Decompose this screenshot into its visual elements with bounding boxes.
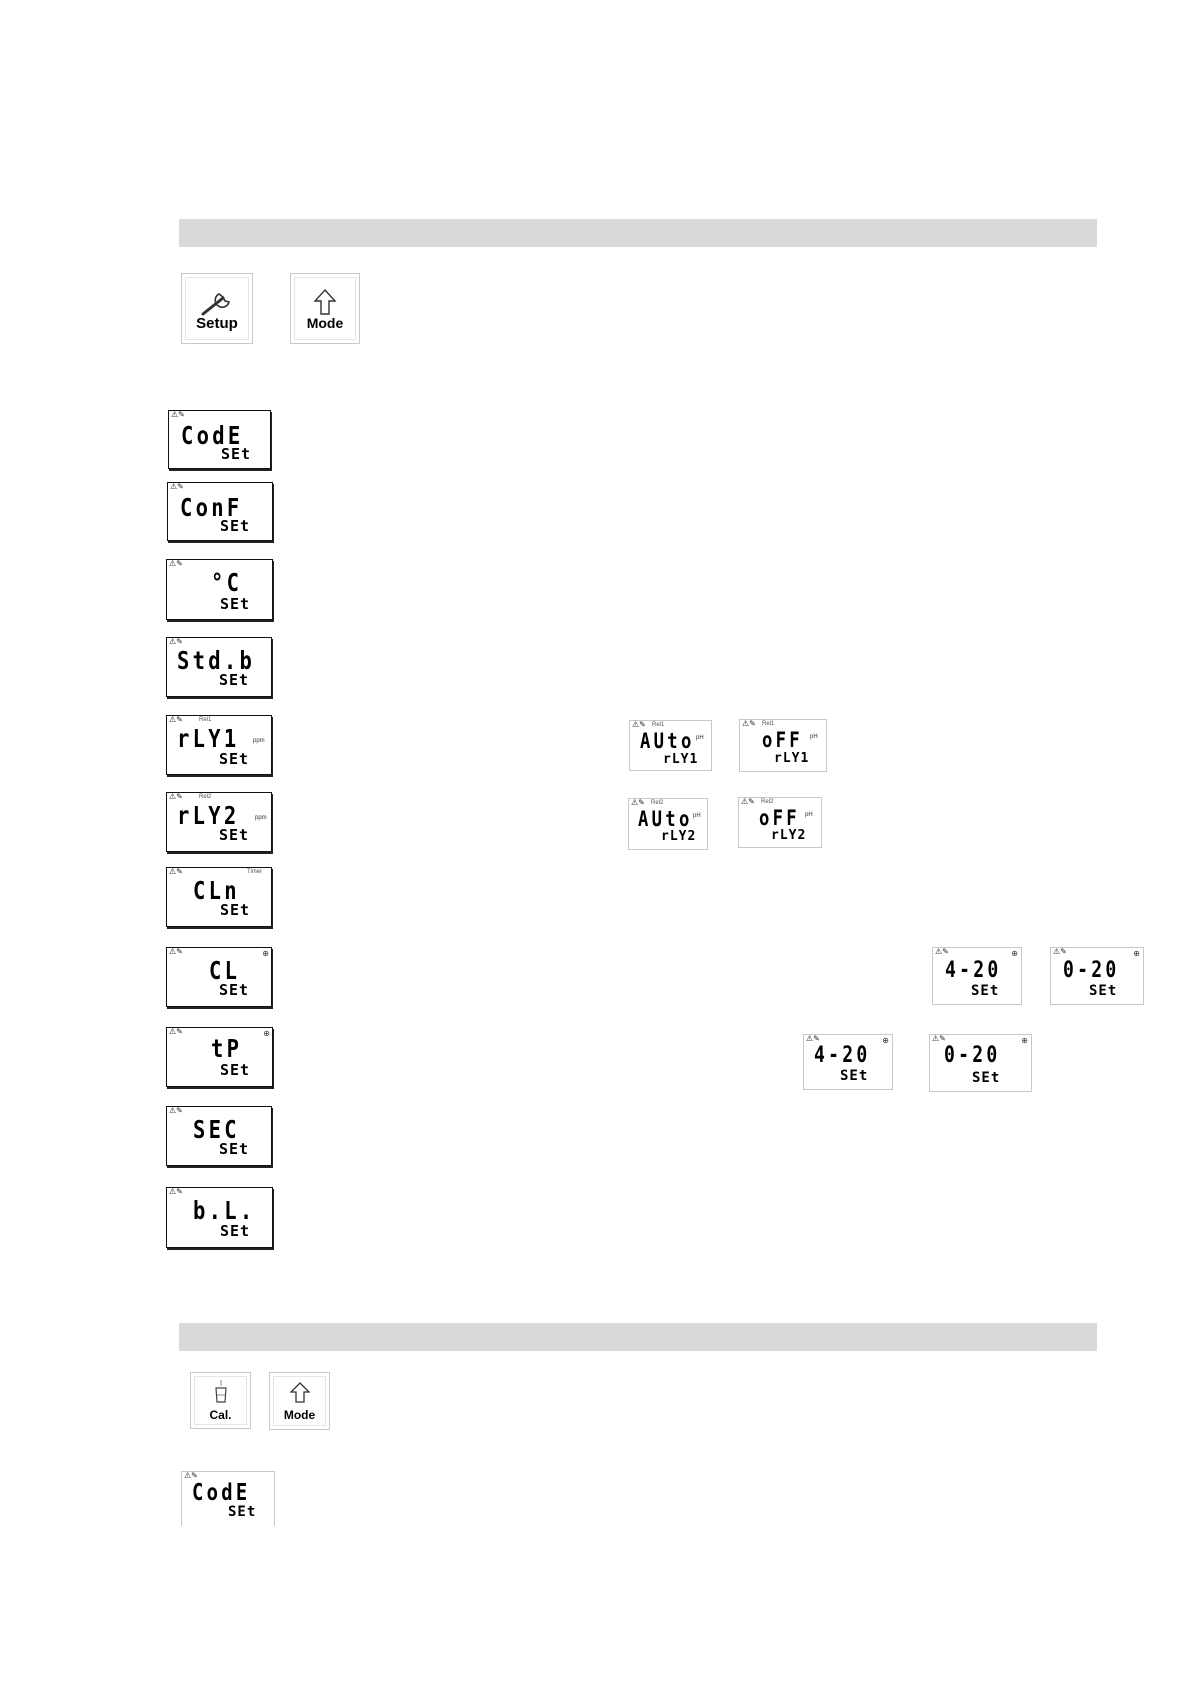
output-icon: ⊕	[262, 949, 269, 958]
warning-wrench-icon: ⚠✎	[169, 1106, 183, 1115]
lcd-sub-text: SEt	[219, 671, 250, 689]
lcd-cl-0-20	[1050, 947, 1144, 1005]
unit-label: pH	[810, 734, 818, 740]
warning-wrench-icon: ⚠✎	[169, 1187, 183, 1196]
lcd-main-text: tP	[211, 1034, 243, 1063]
lcd-sub-text: SEt	[220, 901, 251, 919]
warning-wrench-icon: ⚠✎	[169, 947, 183, 956]
warning-wrench-icon: ⚠✎	[169, 867, 183, 876]
lcd-sub-text: SEt	[972, 1070, 1001, 1086]
cal-key[interactable]	[190, 1372, 251, 1429]
relay-tag: Rel1	[199, 717, 212, 723]
timer-tag: Timer	[247, 869, 263, 875]
lcd-sub-text: SEt	[220, 595, 251, 613]
unit-label: pH	[693, 813, 701, 819]
mode-key-label: Mode	[283, 1408, 316, 1422]
lcd-sub-text: SEt	[221, 445, 252, 463]
output-icon: ⊕	[1011, 949, 1018, 958]
lcd-sub-text: SEt	[228, 1504, 257, 1520]
warning-wrench-icon: ⚠✎	[741, 797, 755, 806]
lcd-security	[166, 1106, 272, 1166]
section-header-bar	[179, 219, 1097, 247]
warning-wrench-icon: ⚠✎	[1053, 947, 1067, 956]
lcd-code	[168, 410, 271, 469]
lcd-main-text: 4-20	[945, 958, 1002, 983]
warning-wrench-icon: ⚠✎	[169, 715, 183, 724]
unit-label: ppm	[253, 738, 265, 744]
lcd-cl-4-20	[932, 947, 1022, 1005]
warning-wrench-icon: ⚠✎	[169, 637, 183, 646]
lcd-conf	[167, 482, 273, 541]
lcd-main-text: °C	[211, 568, 243, 597]
lcd-sub-text: rLY1	[663, 752, 699, 767]
lcd-main-text: CodE	[192, 1480, 251, 1506]
mode-key[interactable]	[290, 273, 360, 344]
lcd-sub-text: SEt	[1089, 983, 1118, 999]
lcd-sub-text: SEt	[219, 826, 250, 844]
lcd-sub-text: rLY2	[771, 828, 807, 843]
lcd-main-text: oFF	[759, 806, 800, 830]
lcd-sub-text: SEt	[220, 517, 251, 535]
relay-tag: Rel1	[652, 722, 665, 728]
lcd-main-text: ConF	[180, 493, 243, 522]
up-arrow-icon	[270, 1382, 329, 1404]
setup-key[interactable]	[181, 273, 253, 344]
unit-label: pH	[805, 812, 813, 818]
warning-wrench-icon: ⚠✎	[742, 719, 756, 728]
lcd-sub-text: SEt	[840, 1068, 869, 1084]
warning-wrench-icon: ⚠✎	[932, 1034, 946, 1043]
cal-key-label: Cal.	[209, 1408, 232, 1422]
relay-tag: Rel1	[762, 721, 775, 727]
lcd-main-text: rLY1	[177, 724, 240, 753]
unit-label: ppm	[255, 815, 267, 821]
lcd-sub-text: SEt	[219, 750, 250, 768]
lcd-sub-text: SEt	[219, 981, 250, 999]
lcd-temperature	[166, 559, 273, 620]
lcd-relay1-off	[739, 719, 827, 772]
lcd-sub-text: SEt	[220, 1061, 251, 1079]
warning-wrench-icon: ⚠✎	[806, 1034, 820, 1043]
lcd-std-b	[166, 637, 272, 697]
warning-wrench-icon: ⚠✎	[170, 482, 184, 491]
warning-wrench-icon: ⚠✎	[171, 410, 185, 419]
lcd-main-text: rLY2	[177, 801, 240, 830]
lcd-sub-text: SEt	[220, 1222, 251, 1240]
warning-wrench-icon: ⚠✎	[184, 1471, 198, 1480]
lcd-clean	[166, 867, 272, 927]
output-icon: ⊕	[1133, 949, 1140, 958]
warning-wrench-icon: ⚠✎	[169, 792, 183, 801]
lcd-sub-text: rLY1	[774, 751, 810, 766]
output-icon: ⊕	[882, 1036, 889, 1045]
warning-wrench-icon: ⚠✎	[632, 720, 646, 729]
lcd-main-text: oFF	[762, 728, 803, 752]
lcd-sub-text: SEt	[219, 1140, 250, 1158]
lcd-main-text: CodE	[181, 421, 244, 450]
lcd-backlight	[166, 1187, 273, 1248]
output-icon: ⊕	[263, 1029, 270, 1038]
lcd-relay2-off	[738, 797, 822, 848]
warning-wrench-icon: ⚠✎	[169, 559, 183, 568]
section-header-bar	[179, 1323, 1097, 1351]
warning-wrench-icon: ⚠✎	[631, 798, 645, 807]
lcd-tp-0-20	[929, 1034, 1032, 1092]
lcd-relay2	[166, 792, 272, 852]
lcd-main-text: b.L.	[193, 1196, 256, 1225]
lcd-main-text: CLn	[193, 876, 240, 905]
lcd-code-cal	[181, 1471, 275, 1526]
lcd-relay2-auto	[628, 798, 708, 850]
lcd-sub-text: SEt	[971, 983, 1000, 999]
lcd-main-text: AUto	[640, 729, 695, 753]
relay-tag: Rel2	[199, 794, 212, 800]
lcd-main-text: 0-20	[944, 1043, 1001, 1068]
lcd-main-text: Std.b	[177, 646, 256, 675]
mode-key-label: Mode	[306, 315, 344, 331]
lcd-current-output-tp	[166, 1027, 273, 1087]
warning-wrench-icon: ⚠✎	[935, 947, 949, 956]
output-icon: ⊕	[1021, 1036, 1028, 1045]
lcd-main-text: CL	[209, 956, 241, 985]
beaker-icon	[191, 1380, 250, 1404]
lcd-relay1	[166, 715, 272, 775]
mode-key[interactable]	[269, 1372, 330, 1430]
warning-wrench-icon: ⚠✎	[169, 1027, 183, 1036]
up-arrow-icon	[291, 288, 359, 316]
unit-label: pH	[696, 735, 704, 741]
relay-tag: Rel2	[761, 799, 774, 805]
wrench-icon	[182, 288, 252, 318]
lcd-sub-text: rLY2	[661, 829, 697, 844]
relay-tag: Rel2	[651, 800, 664, 806]
lcd-main-text: AUto	[638, 807, 693, 831]
lcd-main-text: 0-20	[1063, 958, 1120, 983]
setup-key-label: Setup	[196, 315, 238, 332]
lcd-current-output-cl	[166, 947, 272, 1007]
lcd-relay1-auto	[629, 720, 712, 771]
lcd-main-text: 4-20	[814, 1043, 871, 1068]
lcd-main-text: SEC	[193, 1115, 240, 1144]
lcd-tp-4-20	[803, 1034, 893, 1090]
